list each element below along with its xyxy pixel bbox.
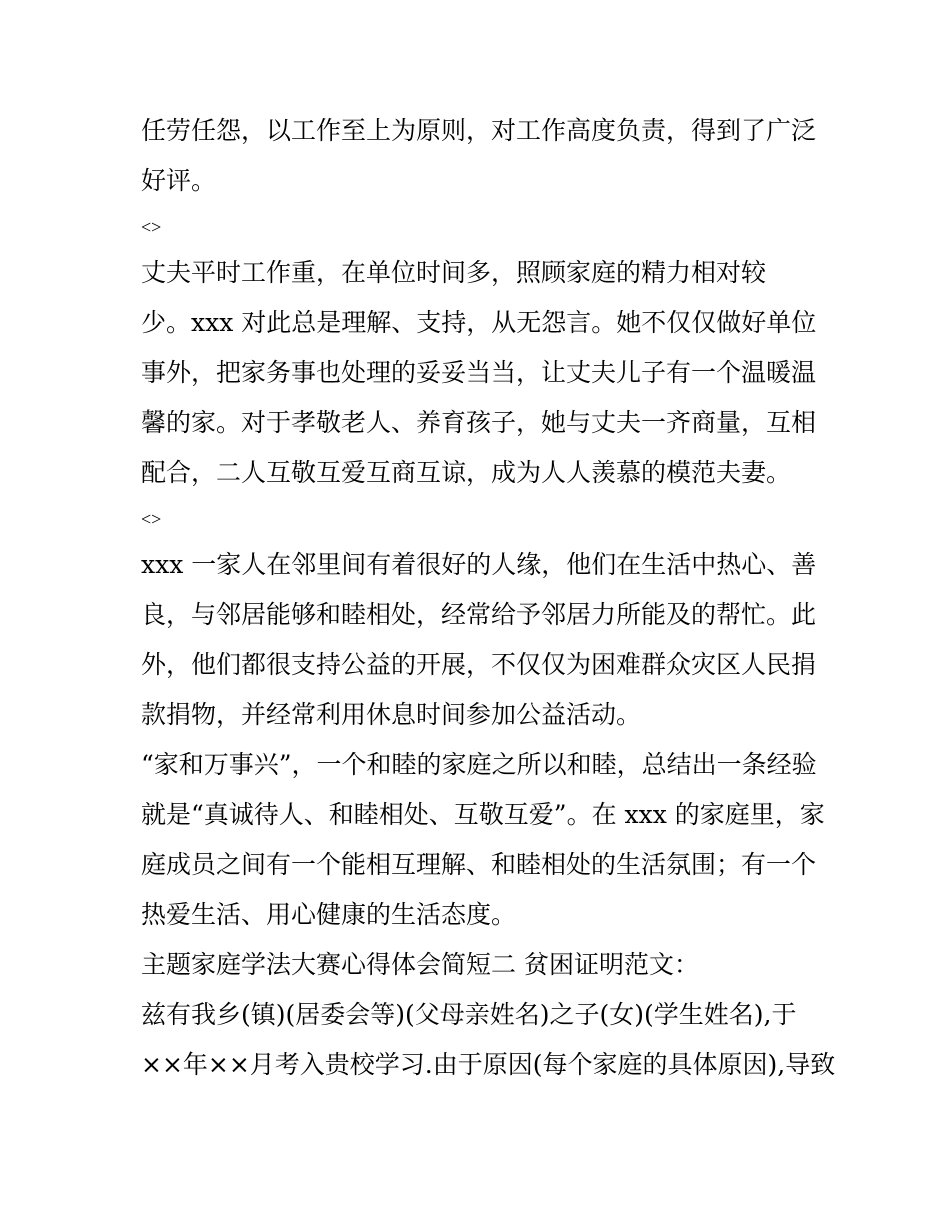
- section-marker: <>: [141, 217, 162, 237]
- text-line: 就是“真诚待人、和睦相处、互敬互爱”。在 xxx 的家庭里，家: [141, 800, 825, 829]
- text-line: “家和万事兴”，一个和睦的家庭之所以和睦，总结出一条经验: [141, 750, 817, 779]
- text-line: 事外，把家务事也处理的妥妥当当，让丈夫儿子有一个温暖温: [141, 358, 817, 387]
- text-line: 馨的家。对于孝敬老人、养育孩子，她与丈夫一齐商量，互相: [141, 408, 817, 437]
- text-line: 良，与邻居能够和睦相处，经常给予邻居力所能及的帮忙。此: [141, 600, 817, 629]
- text-line: 丈夫平时工作重，在单位时间多，照顾家庭的精力相对较: [141, 258, 767, 287]
- text-line: 外，他们都很支持公益的开展，不仅仅为困难群众灾区人民捐: [141, 650, 817, 679]
- document-body: [141, 106, 836, 1090]
- text-line: ××年××月考入贵校学习.由于原因(每个家庭的具体原因),导致: [141, 1050, 836, 1079]
- text-line: 少。xxx 对此总是理解、支持，从无怨言。她不仅仅做好单位: [141, 308, 817, 337]
- text-line: xxx 一家人在邻里间有着很好的人缘，他们在生活中热心、善: [141, 550, 817, 579]
- text-line: 好评。: [141, 166, 217, 195]
- text-line: 款捐物，并经常利用休息时间参加公益活动。: [141, 700, 642, 729]
- text-line: 庭成员之间有一个能相互理解、和睦相处的生活氛围；有一个: [141, 850, 817, 879]
- text-line: 兹有我乡(镇)(居委会等)(父母亲姓名)之子(女)(学生姓名),于: [141, 1000, 797, 1029]
- section-marker: <>: [141, 509, 162, 529]
- text-line: 热爱生活、用心健康的生活态度。: [141, 900, 517, 929]
- text-line: 任劳任怨，以工作至上为原则，对工作高度负责，得到了广泛: [141, 116, 817, 145]
- text-line: 配合，二人互敬互爱互商互谅，成为人人羡慕的模范夫妻。: [141, 458, 792, 487]
- section-heading: 主题家庭学法大赛心得体会简短二 贫困证明范文：: [141, 950, 699, 979]
